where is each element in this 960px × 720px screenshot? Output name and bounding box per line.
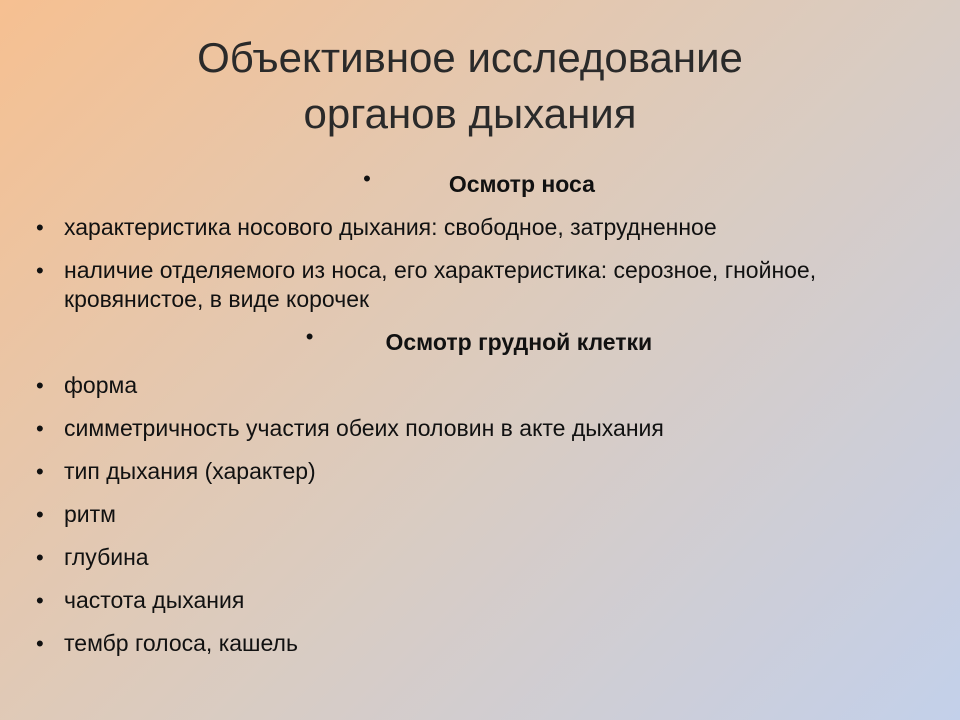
list-item-text: форма bbox=[64, 372, 138, 398]
list-item-text: глубина bbox=[64, 544, 149, 570]
bullet-icon: • bbox=[36, 459, 44, 484]
list-item bbox=[34, 414, 924, 443]
list-item bbox=[34, 543, 924, 572]
bullet-icon: • bbox=[36, 545, 44, 570]
slide-title bbox=[0, 30, 940, 142]
section-heading-nose bbox=[34, 166, 924, 199]
bullet-icon: • bbox=[36, 502, 44, 527]
list-item-text: тембр голоса, кашель bbox=[64, 630, 298, 656]
bullet-icon: • bbox=[363, 166, 371, 191]
bullet-icon: • bbox=[305, 324, 314, 349]
list-item-text: наличие отделяемого из носа, его характеристика: серозное, гнойное, кровянистое, в виде корочек bbox=[64, 257, 817, 312]
bullet-icon: • bbox=[36, 215, 44, 240]
bullet-icon: • bbox=[36, 416, 44, 441]
list-item-text: тип дыхания (характер) bbox=[64, 458, 316, 484]
list-item bbox=[34, 256, 924, 314]
title-line-2: органов дыхания bbox=[303, 90, 637, 137]
list-item bbox=[34, 586, 924, 615]
list-item-text: ритм bbox=[64, 501, 116, 527]
bullet-icon: • bbox=[36, 373, 44, 398]
list-item-text: симметричность участия обеих половин в акте дыхания bbox=[64, 415, 664, 441]
slide-content bbox=[34, 166, 924, 672]
list-item-text: характеристика носового дыхания: свободное, затрудненное bbox=[64, 214, 717, 240]
list-item bbox=[34, 629, 924, 658]
list-item-text: частота дыхания bbox=[64, 587, 245, 613]
heading-text: Осмотр грудной клетки bbox=[385, 329, 653, 355]
list-item bbox=[34, 500, 924, 529]
list-item bbox=[34, 213, 924, 242]
title-line-1: Объективное исследование bbox=[197, 34, 743, 81]
bullet-icon: • bbox=[36, 258, 44, 283]
bullet-icon: • bbox=[36, 631, 44, 656]
bullet-icon: • bbox=[36, 588, 44, 613]
list-item bbox=[34, 371, 924, 400]
section-heading-chest bbox=[34, 324, 924, 357]
list-item bbox=[34, 457, 924, 486]
heading-text: Осмотр носа bbox=[448, 171, 595, 197]
